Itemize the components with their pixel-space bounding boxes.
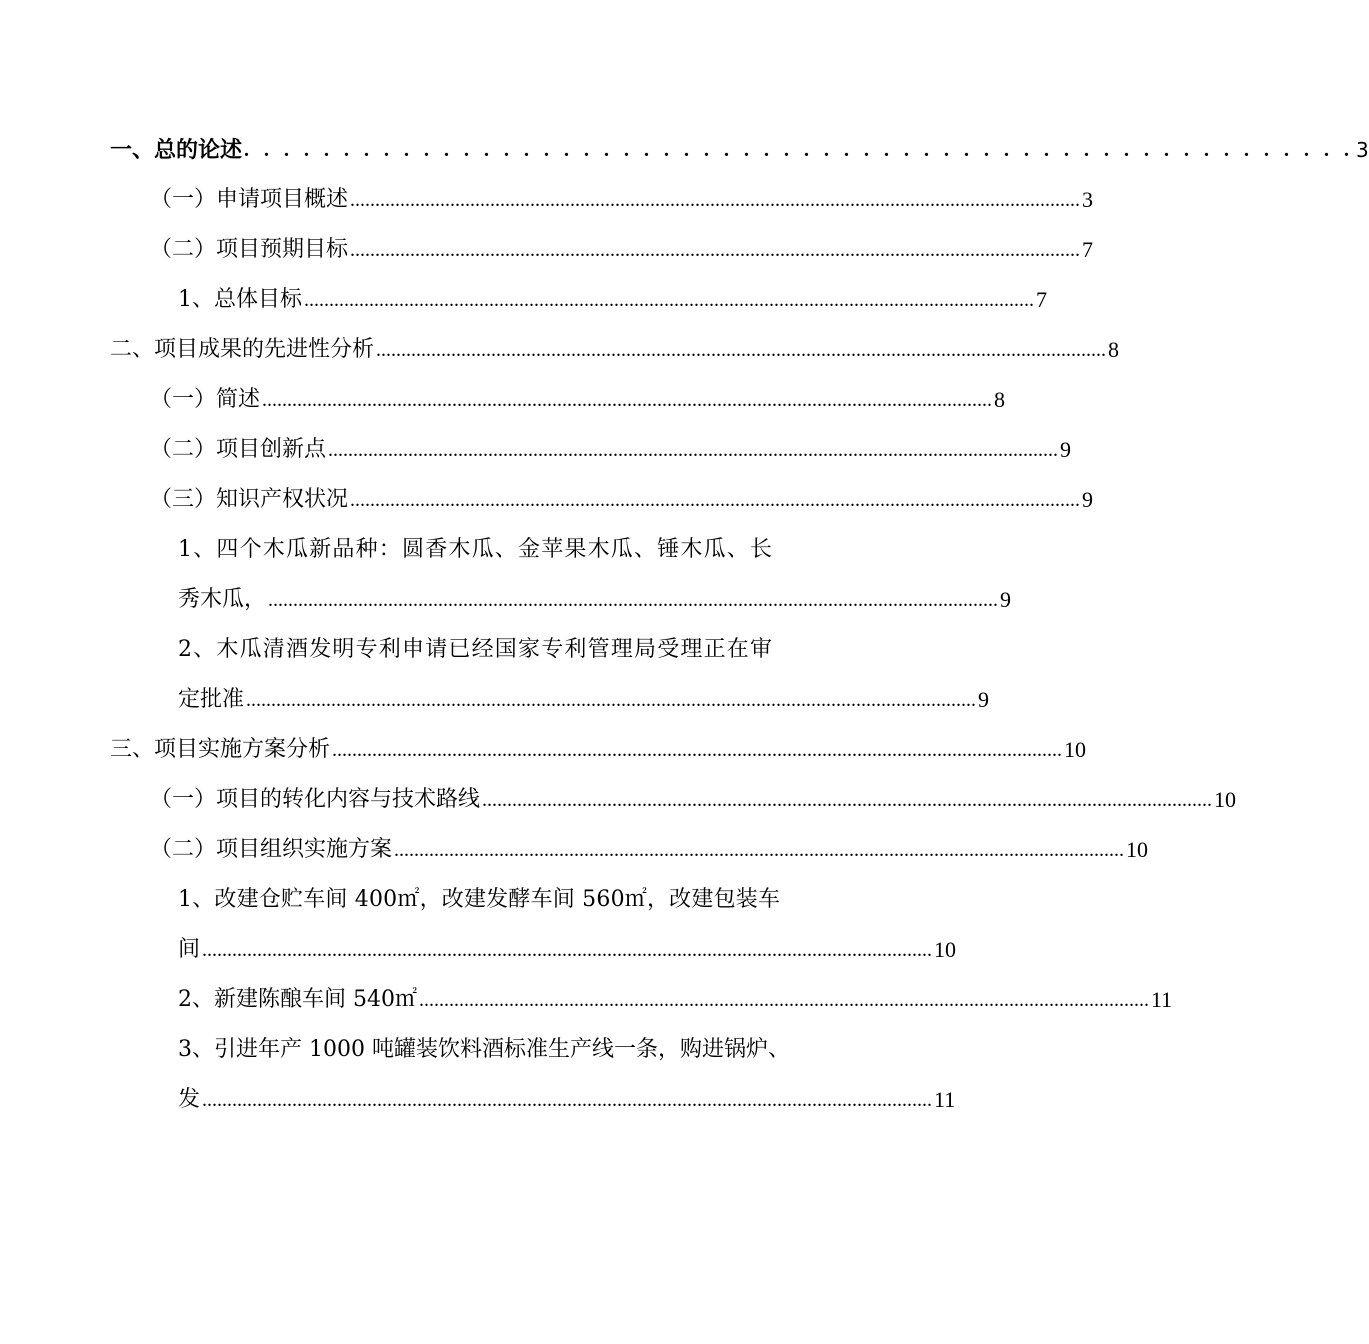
toc-leader-dots: .................................................................................................................................................. xyxy=(202,1089,933,1111)
toc-entry-text: 二、项目成果的先进性分析 xyxy=(110,335,376,365)
toc-page-number: 10 xyxy=(932,935,956,965)
toc-entry-text: 1、总体目标 xyxy=(178,285,304,315)
toc-page-number: 9 xyxy=(1058,435,1071,465)
toc-entry-8[interactable] xyxy=(150,475,1094,515)
toc-entry-12[interactable] xyxy=(150,775,1237,815)
toc-leader-dots: .................................................................................................................................................. xyxy=(262,389,993,411)
toc-leader-dots: .................................................................................................................................................. xyxy=(304,289,1034,311)
toc-page-number: 10 xyxy=(1124,835,1148,865)
toc-entry-text: （三）知识产权状况 xyxy=(150,485,350,515)
toc-entry-9-line1[interactable] xyxy=(178,525,840,565)
toc-entry-text: 3、引进年产 1000 吨罐装饮料酒标准生产线一条，购进锅炉、 xyxy=(178,1035,792,1065)
toc-page-number: 9 xyxy=(976,685,989,715)
toc-entry-text: 2、木瓜清酒发明专利申请已经国家专利管理局受理正在审 xyxy=(178,635,775,665)
toc-leader-dots: .................................................................................................................................................. xyxy=(246,689,977,711)
toc-entry-6[interactable] xyxy=(150,375,1006,415)
toc-page-number: 9 xyxy=(998,585,1011,615)
toc-entry-text: （二）项目组织实施方案 xyxy=(150,835,394,865)
toc-page-number: 9 xyxy=(1080,485,1093,515)
toc-leader-dots: .................................................................................................................................................. xyxy=(268,589,999,611)
toc-leader-dots: .................................................................................................................................................. xyxy=(394,839,1125,861)
toc-entry-text: 间 xyxy=(178,935,202,965)
toc-entry-text: （一）申请项目概述 xyxy=(150,185,350,215)
toc-leader-dots: .................................................................................................................................................. xyxy=(328,439,1059,461)
toc-entry-3[interactable] xyxy=(150,225,1094,265)
toc-leader-dots: .................................................................................................................................................. xyxy=(350,239,1081,261)
toc-entry-2[interactable] xyxy=(150,175,1094,215)
toc-entry-15[interactable] xyxy=(178,975,1173,1015)
toc-entry-4[interactable] xyxy=(178,275,1047,315)
toc-page-number: 7 xyxy=(1080,235,1093,265)
toc-entry-7[interactable] xyxy=(150,425,1072,465)
toc-entry-5[interactable] xyxy=(110,325,1120,365)
toc-entry-text: 2、新建陈酿车间 540㎡ xyxy=(178,985,419,1015)
toc-entry-text: 发 xyxy=(178,1085,202,1115)
toc-page-number: 8 xyxy=(1106,335,1119,365)
toc-entry-text: 1、改建仓贮车间 400㎡，改建发酵车间 560㎡，改建包装车 xyxy=(178,885,782,915)
toc-entry-9[interactable] xyxy=(178,575,1012,615)
toc-leader-dots: .................................................................................................................................................. xyxy=(350,489,1081,511)
toc-leader-dots: .................................................................................................................................................. xyxy=(202,939,933,961)
toc-leader-dots: . . . . . . . . . . . . . . . . . . . . . . . . . . . . . . . . . . . . . . . . . . . . . . . . . . . . . . . . xyxy=(244,139,1355,161)
toc-entry-14[interactable] xyxy=(178,925,957,965)
toc-leader-dots: .................................................................................................................................................. xyxy=(332,739,1063,761)
toc-entry-16-line1[interactable] xyxy=(178,1025,860,1065)
toc-page-number: 11 xyxy=(932,1085,955,1115)
toc-entry-10-line1[interactable] xyxy=(178,625,840,665)
toc-entry-text: （一）简述 xyxy=(150,385,262,415)
toc-leader-dots: .................................................................................................................................................. xyxy=(350,189,1081,211)
toc-entry-text: 三、项目实施方案分析 xyxy=(110,735,332,765)
toc-page-number: 3 xyxy=(1354,135,1369,165)
toc-page-number: 10 xyxy=(1062,735,1086,765)
toc-entry-14-line1[interactable] xyxy=(178,875,840,915)
toc-entry-text: 定批准 xyxy=(178,685,246,715)
toc-page-number: 7 xyxy=(1034,285,1047,315)
toc-page-number: 8 xyxy=(992,385,1005,415)
toc-entry-1[interactable] xyxy=(110,125,1369,165)
toc-entry-text: （二）项目预期目标 xyxy=(150,235,350,265)
toc-leader-dots: .................................................................................................................................................. xyxy=(418,989,1149,1011)
toc-entry-text: 秀木瓜， xyxy=(178,585,268,615)
toc-page-number: 10 xyxy=(1212,785,1236,815)
toc-page-number: 11 xyxy=(1149,985,1172,1015)
toc-entry-text: （一）项目的转化内容与技术路线 xyxy=(150,785,482,815)
toc-entry-text: 1、四个木瓜新品种：圆香木瓜、金苹果木瓜、锤木瓜、长 xyxy=(178,535,775,565)
toc-leader-dots: .................................................................................................................................................. xyxy=(482,789,1213,811)
toc-entry-text: 一、总的论述 xyxy=(110,137,243,163)
toc-entry-text: （二）项目创新点 xyxy=(150,435,328,465)
toc-entry-16[interactable] xyxy=(178,1075,956,1115)
toc-leader-dots: .................................................................................................................................................. xyxy=(376,339,1107,361)
toc-entry-11[interactable] xyxy=(110,725,1087,765)
toc-entry-13[interactable] xyxy=(150,825,1149,865)
toc-page-number: 3 xyxy=(1080,185,1093,215)
toc-entry-10[interactable] xyxy=(178,675,990,715)
